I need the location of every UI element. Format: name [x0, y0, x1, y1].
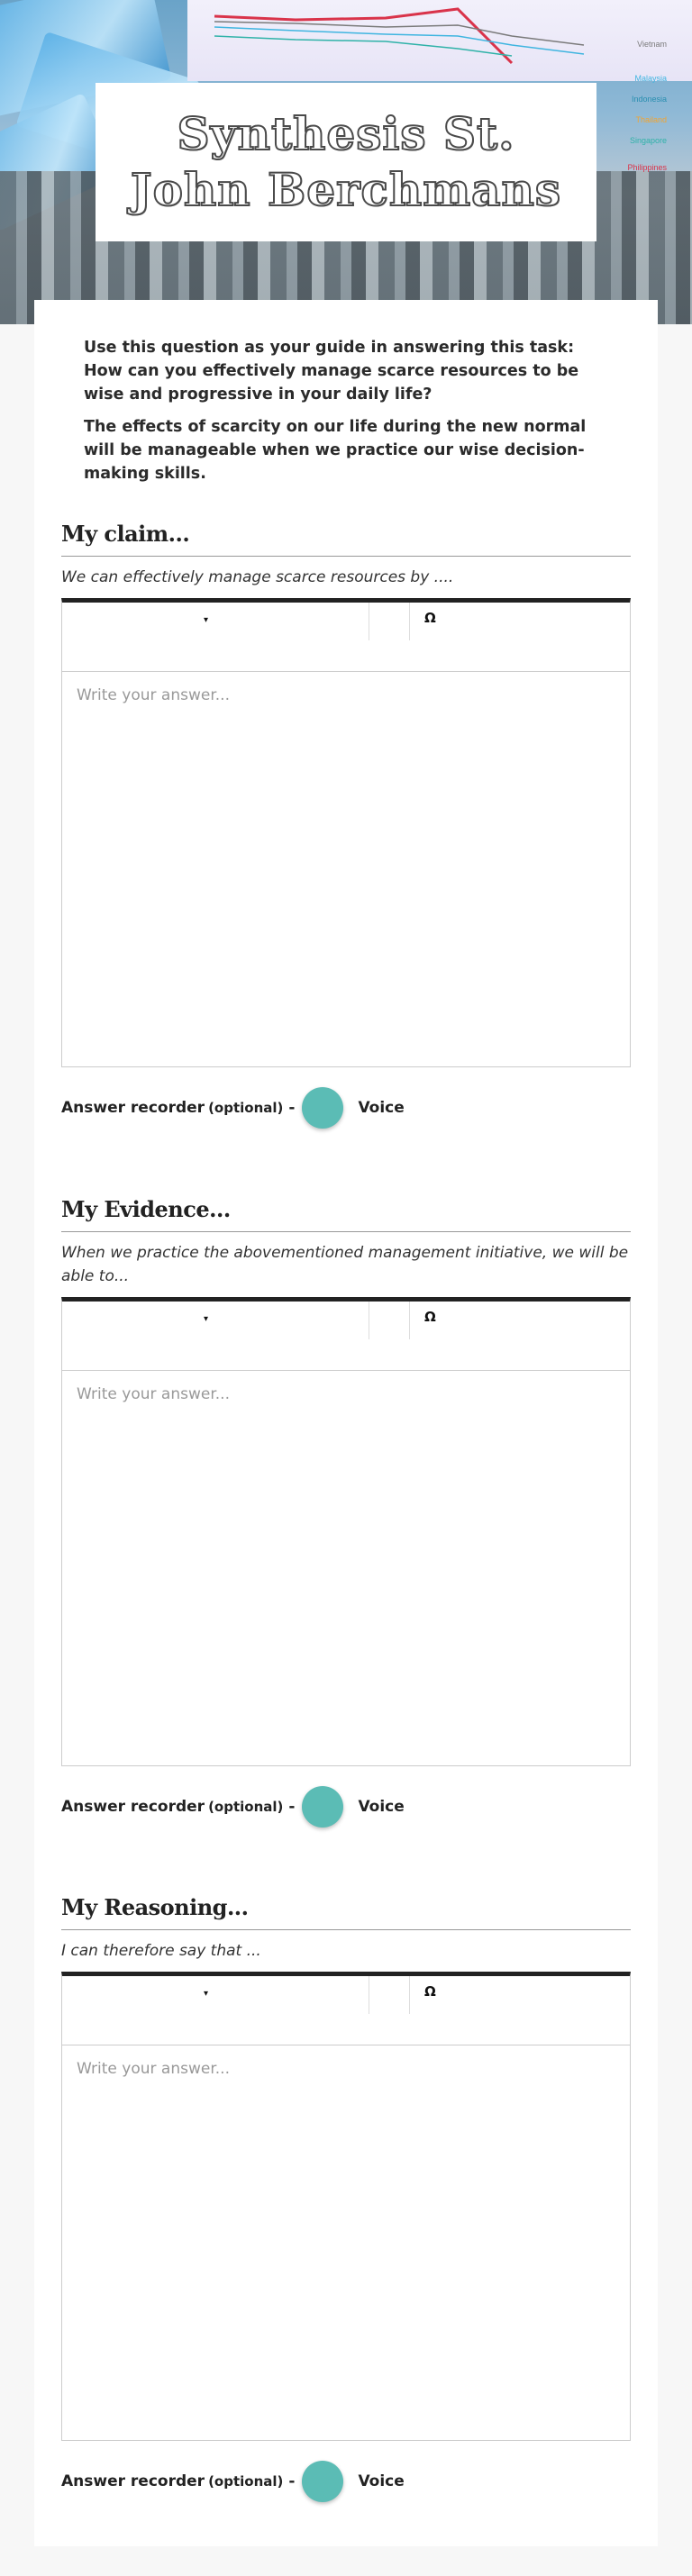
- title-card: [96, 83, 596, 241]
- answer-input[interactable]: [62, 2045, 630, 2440]
- background-chart-image: [187, 0, 692, 81]
- toolbar-button[interactable]: [369, 603, 410, 640]
- special-character-icon[interactable]: Ω: [424, 1983, 436, 2000]
- recorder-optional-label: (optional): [208, 2473, 284, 2490]
- editor-toolbar: [62, 1302, 630, 1371]
- section-title: My Reasoning...: [61, 1894, 631, 1930]
- format-dropdown[interactable]: [62, 1302, 369, 1339]
- rich-text-editor: [61, 1972, 631, 2441]
- intro-text: [84, 336, 615, 494]
- recorder-label: Answer recorder: [61, 1099, 205, 1117]
- page-title: [131, 106, 561, 218]
- record-voice-button[interactable]: [302, 2461, 343, 2502]
- voice-label: Voice: [358, 2472, 405, 2490]
- rich-text-editor: [61, 598, 631, 1067]
- legend-item-indonesia: Indonesia: [631, 95, 667, 104]
- format-dropdown[interactable]: [62, 1976, 369, 2014]
- recorder-dash: -: [288, 1099, 296, 1117]
- legend-item-malaysia: Malaysia: [634, 74, 667, 83]
- recorder-dash: -: [288, 2472, 296, 2490]
- reasoning-section: [61, 1894, 631, 2502]
- page-title-line1: Synthesis St.: [177, 107, 515, 160]
- header-banner: [0, 0, 692, 324]
- claim-section: [61, 521, 631, 1129]
- recorder-optional-label: (optional): [208, 1799, 284, 1815]
- voice-label: Voice: [358, 1099, 405, 1117]
- section-title: My Evidence...: [61, 1196, 631, 1232]
- legend-item-singapore: Singapore: [629, 136, 667, 145]
- toolbar-button[interactable]: [369, 1976, 410, 2014]
- record-voice-button[interactable]: [302, 1786, 343, 1828]
- recorder-optional-label: (optional): [208, 1100, 284, 1116]
- editor-toolbar: [62, 1976, 630, 2045]
- chevron-down-icon: ▾: [204, 1989, 209, 1999]
- toolbar-button[interactable]: [369, 1302, 410, 1339]
- rich-text-editor: [61, 1297, 631, 1766]
- answer-input[interactable]: [62, 672, 630, 1066]
- special-character-icon[interactable]: Ω: [424, 1309, 436, 1325]
- legend-item-vietnam: Vietnam: [637, 40, 667, 49]
- legend-item-thailand: Thailand: [635, 115, 667, 124]
- section-prompt: I can therefore say that ...: [61, 1942, 261, 1960]
- answer-recorder: [61, 1786, 631, 1828]
- special-character-icon[interactable]: Ω: [424, 610, 436, 626]
- answer-input[interactable]: [62, 1371, 630, 1765]
- page-title-line2: John Berchmans: [130, 163, 562, 216]
- scarcity-statement: The effects of scarcity on our life during the new normal will be manageable when we practice our wise decision-making skills.: [84, 418, 587, 483]
- format-dropdown[interactable]: [62, 603, 369, 640]
- main-card: [34, 300, 658, 2546]
- record-voice-button[interactable]: [302, 1087, 343, 1129]
- voice-label: Voice: [358, 1798, 405, 1816]
- evidence-section: [61, 1196, 631, 1828]
- recorder-dash: -: [288, 1798, 296, 1816]
- section-prompt: We can effectively manage scarce resources by ....: [61, 568, 454, 586]
- chevron-down-icon: ▾: [204, 1314, 209, 1324]
- guide-question: Use this question as your guide in answering this task: How can you effectively manage scarce resources to be wise and progressive in your daily life?: [84, 339, 579, 404]
- chevron-down-icon: ▾: [204, 615, 209, 625]
- answer-recorder: [61, 2461, 631, 2502]
- section-title: My claim...: [61, 521, 631, 557]
- section-prompt: When we practice the abovementioned management initiative, we will be able to...: [61, 1244, 629, 1285]
- answer-recorder: [61, 1087, 631, 1129]
- legend-item-philippines: Philippines: [627, 163, 667, 172]
- recorder-label: Answer recorder: [61, 1798, 205, 1816]
- editor-toolbar: [62, 603, 630, 672]
- recorder-label: Answer recorder: [61, 2472, 205, 2490]
